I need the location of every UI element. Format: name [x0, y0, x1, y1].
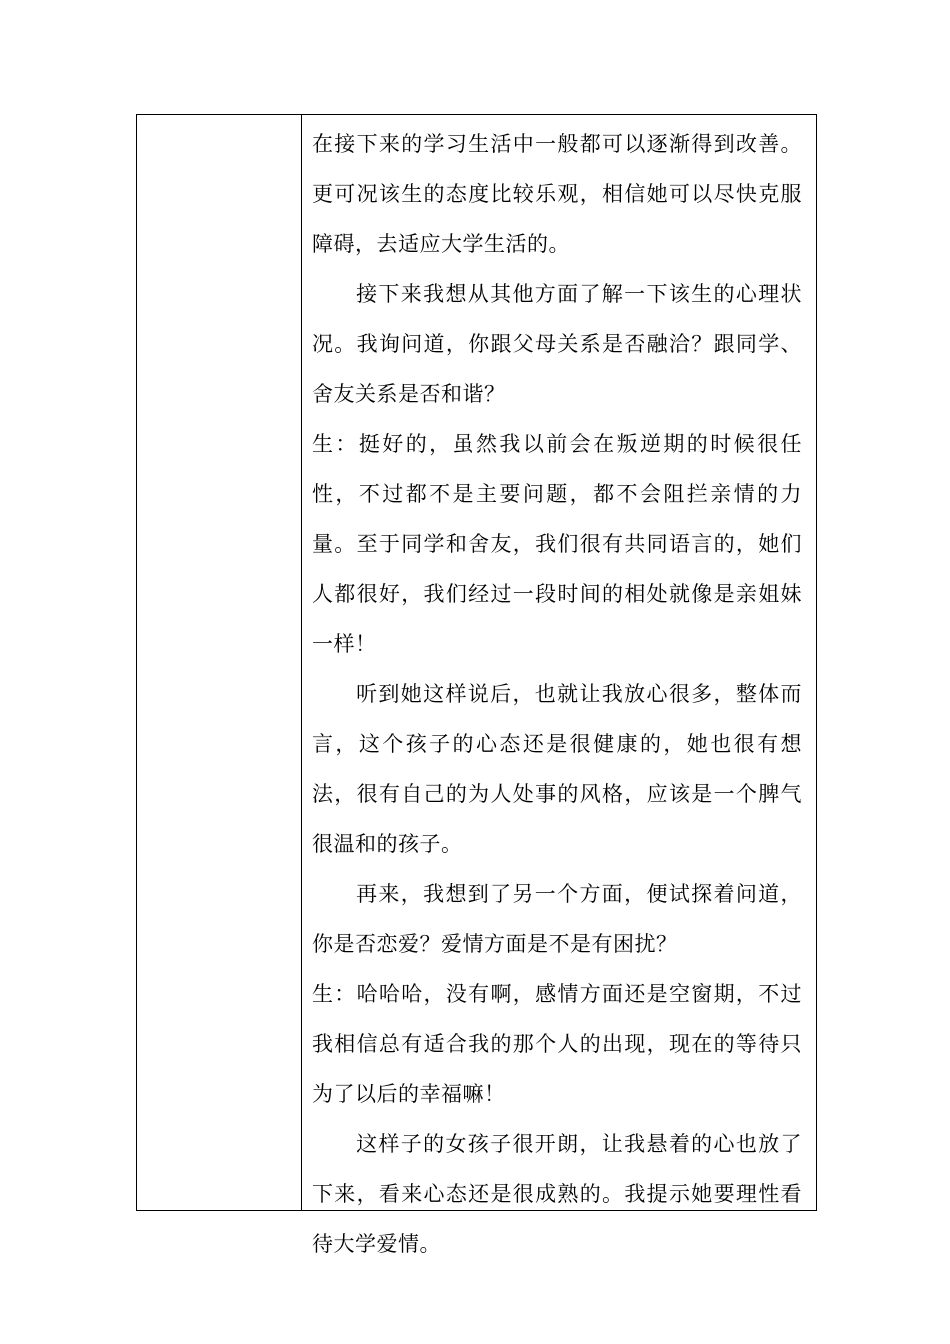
paragraph-3: 生：挺好的，虽然我以前会在叛逆期的时候很任性，不过都不是主要问题，都不会阻拦亲情的力量。至于同学和舍友，我们很有共同语言的，她们人都很好，我们经过一段时间的相处就像是亲姐妹一样！ — [312, 432, 802, 656]
paragraph-1: 在接下来的学习生活中一般都可以逐渐得到改善。更可况该生的态度比较乐观，相信她可以尽快克服障碍，去适应大学生活的。 — [312, 132, 802, 256]
paragraph-2: 接下来我想从其他方面了解一下该生的心理状况。我询问道，你跟父母关系是否融洽？跟同学、舍友关系是否和谐？ — [312, 282, 802, 406]
paragraph-7: 这样子的女孩子很开朗，让我悬着的心也放了下来，看来心态还是很成熟的。我提示她要理性看待大学爱情。 — [312, 1132, 802, 1256]
paragraph-4: 听到她这样说后，也就让我放心很多，整体而言，这个孩子的心态还是很健康的，她也很有想法，很有自己的为人处事的风格，应该是一个脾气很温和的孩子。 — [312, 682, 802, 856]
table-left-cell — [137, 115, 302, 1210]
paragraph-6: 生：哈哈哈，没有啊，感情方面还是空窗期，不过我相信总有适合我的那个人的出现，现在的等待只为了以后的幸福嘛！ — [312, 982, 802, 1106]
paragraph-5: 再来，我想到了另一个方面，便试探着问道，你是否恋爱？爱情方面是不是有困扰？ — [312, 882, 802, 956]
table-content-cell — [302, 115, 816, 1256]
record-table — [136, 114, 817, 1256]
